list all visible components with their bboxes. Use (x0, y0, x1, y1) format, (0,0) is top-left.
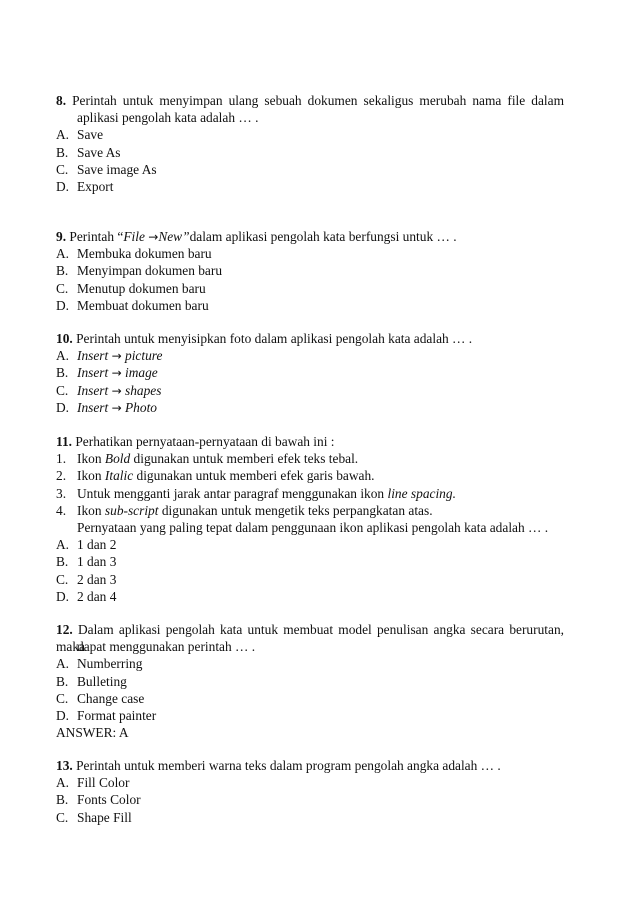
option-b (56, 791, 564, 808)
question-stem (56, 330, 564, 347)
question-9 (56, 228, 564, 314)
option-d (56, 588, 564, 605)
question-number: 9. (56, 229, 67, 244)
question-13 (56, 757, 564, 826)
question-text-continued: aplikasi pengolah kata adalah … . (77, 110, 259, 126)
answer-key: ANSWER: A (56, 725, 129, 741)
menu-file-text: File (123, 229, 149, 244)
option-a (56, 245, 564, 262)
option-c (56, 280, 564, 297)
statement-text: Ikon (77, 502, 105, 518)
option-text: Numberring (77, 656, 143, 672)
question-10 (56, 330, 564, 416)
option-label: D. (56, 707, 70, 723)
arrow-right-icon: → (111, 366, 122, 381)
statement-emphasis: line spacing. (387, 485, 456, 501)
option-label: B. (56, 365, 69, 381)
option-label: B. (56, 144, 69, 160)
option-a (56, 126, 564, 143)
statement-emphasis: Italic (104, 468, 134, 484)
option-label: C. (56, 382, 69, 398)
option-label: C. (56, 161, 69, 177)
question-text: Perhatikan pernyataan-pernyataan di bawah ini : (75, 434, 335, 449)
statement-text-end: digunakan untuk memberi efek garis bawah. (133, 468, 375, 484)
arrow-right-icon: → (148, 230, 159, 244)
statement-2 (56, 467, 564, 484)
statement-emphasis: sub-script (104, 502, 159, 518)
option-text: Save (77, 127, 104, 143)
statement-label: 4. (56, 502, 67, 518)
option-label: C. (56, 280, 69, 296)
option-text: Shape Fill (77, 809, 132, 825)
option-label: C. (56, 571, 69, 587)
menu-new-text: New” (158, 229, 190, 244)
option-text: Insert (77, 365, 112, 381)
option-text: Change case (77, 690, 145, 706)
option-c (56, 161, 564, 178)
option-text: Menyimpan dokumen baru (77, 263, 223, 279)
option-text-end: picture (121, 348, 163, 364)
question-text: Perintah untuk menyisipkan foto dalam aplikasi pengolah kata adalah … . (76, 331, 473, 346)
option-text: Membuat dokumen baru (77, 297, 209, 313)
option-a (56, 774, 564, 791)
question-text: Dalam aplikasi pengolah kata untuk membuat model penulisan angka secara berurutan, maka (56, 622, 564, 655)
arrow-right-icon: → (111, 383, 122, 398)
option-b (56, 364, 564, 381)
option-text: Insert (77, 399, 112, 415)
statement-text: Untuk mengganti jarak antar paragraf menggunakan ikon (77, 485, 388, 501)
option-text: Save image As (77, 161, 157, 177)
question-number: 12. (56, 622, 73, 637)
option-label: B. (56, 554, 69, 570)
question-text: Perintah untuk menyimpan ulang sebuah dokumen sekaligus merubah nama file dalam (72, 93, 564, 108)
question-11 (56, 433, 564, 605)
question-text-continued: dapat menggunakan perintah … . (77, 639, 256, 655)
statement-3 (56, 485, 564, 502)
option-text: Menutup dokumen baru (77, 280, 206, 296)
statement-1 (56, 450, 564, 467)
statement-4 (56, 502, 564, 519)
option-text: Insert (77, 382, 112, 398)
option-text: Insert (77, 348, 112, 364)
option-a (56, 536, 564, 553)
option-text: 2 dan 3 (77, 571, 117, 587)
option-text: 2 dan 4 (77, 588, 117, 604)
option-c (56, 382, 564, 399)
option-c (56, 809, 564, 826)
option-label: B. (56, 792, 69, 808)
question-number: 8. (56, 93, 67, 108)
option-text: Format painter (77, 707, 157, 723)
option-label: D. (56, 297, 70, 313)
option-label: D. (56, 588, 70, 604)
option-b (56, 262, 564, 279)
statement-text-end: digunakan untuk mengetik teks perpangkatan atas. (158, 502, 433, 518)
option-d (56, 297, 564, 314)
option-a (56, 655, 564, 672)
option-text-end: shapes (121, 382, 162, 398)
question-text: Perintah “ (69, 229, 124, 244)
option-label: A. (56, 127, 70, 143)
question-stem (56, 228, 564, 245)
option-c (56, 690, 564, 707)
option-d (56, 178, 564, 195)
option-label: D. (56, 399, 70, 415)
question-text-end: dalam aplikasi pengolah kata berfungsi untuk … . (189, 229, 457, 244)
option-text-end: Photo (121, 399, 157, 415)
option-text: Save As (77, 144, 121, 160)
question-number: 10. (56, 331, 73, 346)
option-text: 1 dan 2 (77, 537, 117, 553)
arrow-right-icon: → (111, 400, 122, 415)
option-label: A. (56, 775, 70, 791)
arrow-right-icon: → (111, 349, 122, 364)
question-8 (56, 92, 564, 195)
statement-label: 3. (56, 485, 67, 501)
option-label: B. (56, 673, 69, 689)
option-d (56, 707, 564, 724)
statement-label: 2. (56, 468, 67, 484)
option-c (56, 571, 564, 588)
question-prompt: Pernyataan yang paling tepat dalam penggunaan ikon aplikasi pengolah kata adalah … . (77, 519, 549, 535)
question-stem (56, 433, 564, 450)
option-label: C. (56, 690, 69, 706)
option-label: A. (56, 656, 70, 672)
option-text: Fill Color (77, 775, 130, 791)
question-stem (56, 757, 564, 774)
option-label: A. (56, 348, 70, 364)
option-label: D. (56, 178, 70, 194)
option-b (56, 144, 564, 161)
option-label: B. (56, 263, 69, 279)
question-stem (56, 92, 564, 109)
question-text: Perintah untuk memberi warna teks dalam program pengolah angka adalah … . (76, 758, 501, 773)
option-text: 1 dan 3 (77, 554, 117, 570)
option-label: C. (56, 809, 69, 825)
question-number: 11. (56, 434, 72, 449)
option-text: Membuka dokumen baru (77, 246, 212, 262)
option-text: Export (77, 178, 114, 194)
option-text: Fonts Color (77, 792, 141, 808)
option-d (56, 399, 564, 416)
statement-label: 1. (56, 451, 67, 467)
option-a (56, 347, 564, 364)
option-b (56, 673, 564, 690)
statement-text: Ikon (77, 451, 105, 467)
statement-text: Ikon (77, 468, 105, 484)
option-label: A. (56, 246, 70, 262)
question-number: 13. (56, 758, 73, 773)
question-12 (56, 621, 564, 741)
option-text: Bulleting (77, 673, 127, 689)
statement-text-end: digunakan untuk memberi efek teks tebal. (130, 451, 359, 467)
option-b (56, 553, 564, 570)
statement-emphasis: Bold (104, 451, 131, 467)
option-text-end: image (121, 365, 158, 381)
option-label: A. (56, 537, 70, 553)
